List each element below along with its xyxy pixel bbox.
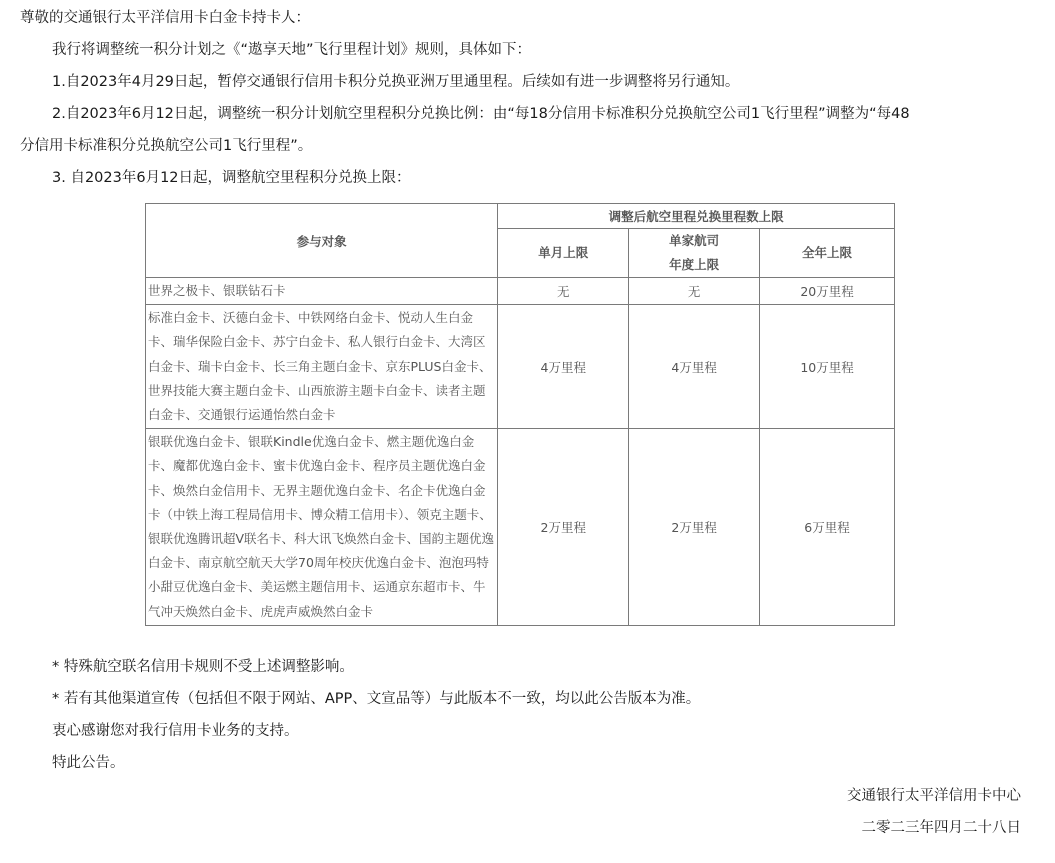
row-yearly: 10万里程 (760, 305, 895, 429)
intro-paragraph: 我行将调整统一积分计划之《“遨享天地”飞行里程计划》规则，具体如下： (52, 42, 532, 58)
row-target: 银联优逸白金卡、银联Kindle优逸白金卡、燃主题优逸白金卡、魔都优逸白金卡、蜜卡优逸白金卡、程序员主题优逸白金卡、焕然白金信用卡、无界主题优逸白金卡、名企卡优逸白金卡（中铁上海工程局信用卡、博众精工信用卡）、领克主题卡、银联优逸腾讯超V联名卡、科大讯飞焕然白金卡、国韵主题优逸白金卡、南京航空航天大学70周年校庆优逸白金卡、泡泡玛特小甜豆优逸白金卡、美运燃主题信用卡、运通京东超市卡、牛气冲天焕然白金卡、虎虎声威焕然白金卡 (146, 429, 498, 626)
row-target: 标准白金卡、沃德白金卡、中铁网络白金卡、悦动人生白金卡、瑞华保险白金卡、苏宁白金卡、私人银行白金卡、大湾区白金卡、瑞卡白金卡、长三角主题白金卡、京东PLUS白金卡、世界技能大赛主题白金卡、山西旅游主题卡白金卡、读者主题白金卡、交通银行运通怡然白金卡 (146, 305, 498, 429)
item-2-line-2: 分信用卡标准积分兑换航空公司1飞行里程”。 (20, 138, 313, 154)
row-yearly: 20万里程 (760, 278, 895, 305)
item-2-line-1: 2.自2023年6月12日起，调整统一积分计划航空里程积分兑换比例：由“每18分信用卡标准积分兑换航空公司1飞行里程”调整为“每48 (52, 106, 910, 122)
item-1: 1.自2023年4月29日起，暂停交通银行信用卡积分兑换亚洲万里通里程。后续如有进一步调整将另行通知。 (52, 74, 740, 90)
item-3: 3. 自2023年6月12日起，调整航空里程积分兑换上限： (52, 170, 411, 186)
row-monthly: 无 (498, 278, 629, 305)
header-monthly: 单月上限 (498, 229, 629, 278)
header-group: 调整后航空里程兑换里程数上限 (498, 204, 895, 229)
closing-text: 特此公告。 (52, 755, 125, 771)
header-target: 参与对象 (146, 204, 498, 278)
row-monthly: 2万里程 (498, 429, 629, 626)
table-row (146, 278, 895, 305)
table-row (146, 429, 895, 626)
header-airline (629, 229, 760, 278)
row-monthly: 4万里程 (498, 305, 629, 429)
header-airline-line1: 单家航司 (669, 233, 720, 248)
salutation: 尊敬的交通银行太平洋信用卡白金卡持卡人： (20, 10, 310, 26)
table-row (146, 305, 895, 429)
row-target: 世界之极卡、银联钻石卡 (146, 278, 498, 305)
thanks-text: 衷心感谢您对我行信用卡业务的支持。 (52, 723, 299, 739)
row-airline: 4万里程 (629, 305, 760, 429)
row-airline: 2万里程 (629, 429, 760, 626)
date: 二零二三年四月二十八日 (861, 820, 1021, 836)
header-yearly: 全年上限 (760, 229, 895, 278)
note-2: * 若有其他渠道宣传（包括但不限于网站、APP、文宣品等）与此版本不一致，均以此公告版本为准。 (52, 691, 701, 707)
header-airline-line2: 年度上限 (669, 257, 720, 272)
row-airline: 无 (629, 278, 760, 305)
mileage-limit-table (145, 203, 895, 626)
row-yearly: 6万里程 (760, 429, 895, 626)
note-1: * 特殊航空联名信用卡规则不受上述调整影响。 (52, 659, 354, 675)
signature: 交通银行太平洋信用卡中心 (847, 788, 1021, 804)
